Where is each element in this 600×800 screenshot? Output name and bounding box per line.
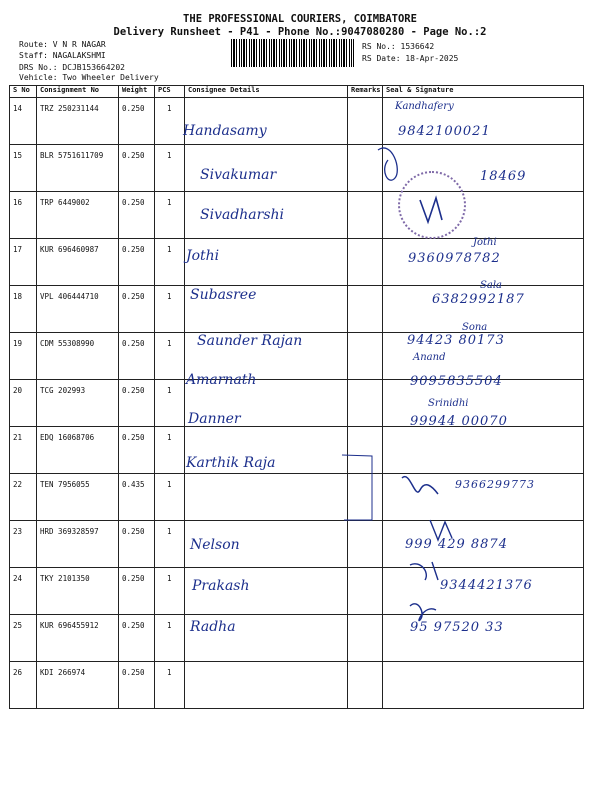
cell-weight: 0.250: [119, 286, 155, 333]
handwritten-name: Karthik Raja: [186, 455, 276, 471]
cell-sno: 23: [10, 521, 37, 568]
cell-consignment: BLR 5751611709: [37, 145, 119, 192]
cell-weight: 0.250: [119, 615, 155, 662]
col-pcs: PCS: [155, 86, 185, 98]
signature-scribble: [402, 477, 438, 494]
handwritten-phone: 9842100021: [398, 124, 491, 139]
drs-label: DRS No.: DCJB153664202: [19, 63, 125, 72]
handwritten-name: Amarnath: [186, 372, 257, 388]
remark-bracket: [342, 455, 372, 520]
cell-pcs: 1: [155, 98, 185, 145]
handwritten-signature: Sala: [480, 280, 502, 291]
handwritten-phone: 9360978782: [408, 251, 501, 266]
cell-consignment: TEN 7956055: [37, 474, 119, 521]
col-signature: Seal & Signature: [383, 86, 584, 98]
handwritten-name: Prakash: [192, 578, 250, 594]
handwritten-phone: 95 97520 33: [410, 620, 504, 635]
handwritten-signature: Sona: [462, 322, 488, 333]
handwritten-phone: 9344421376: [440, 578, 533, 593]
cell-pcs: 1: [155, 333, 185, 380]
cell-pcs: 1: [155, 286, 185, 333]
cell-sno: 14: [10, 98, 37, 145]
cell-pcs: 1: [155, 662, 185, 709]
cell-pcs: 1: [155, 474, 185, 521]
cell-sno: 25: [10, 615, 37, 662]
cell-consignment: HRD 369328597: [37, 521, 119, 568]
handwritten-name: Sivadharshi: [200, 207, 285, 223]
cell-consignment: TRP 6449002: [37, 192, 119, 239]
cell-consignment: KUR 696455912: [37, 615, 119, 662]
handwritten-name: Saunder Rajan: [197, 333, 303, 349]
cell-pcs: 1: [155, 380, 185, 427]
handwritten-phone: 99944 00070: [410, 414, 508, 429]
cell-consignment: TKY 2101350: [37, 568, 119, 615]
cell-consignment: KUR 696460987: [37, 239, 119, 286]
cell-sno: 15: [10, 145, 37, 192]
cell-pcs: 1: [155, 615, 185, 662]
handwritten-phone: 9366299773: [455, 478, 535, 491]
cell-sno: 22: [10, 474, 37, 521]
col-sno: S No: [10, 86, 37, 98]
cell-sno: 16: [10, 192, 37, 239]
col-remarks: Remarks: [348, 86, 383, 98]
handwritten-name: Sivakumar: [200, 167, 277, 183]
rs-date: RS Date: 18-Apr-2025: [362, 54, 459, 63]
cell-consignment: EDQ 16068706: [37, 427, 119, 474]
cell-pcs: 1: [155, 239, 185, 286]
cell-consignment: TCG 202993: [37, 380, 119, 427]
cell-consignment: VPL 406444710: [37, 286, 119, 333]
cell-sno: 21: [10, 427, 37, 474]
handwritten-name: Subasree: [190, 287, 257, 303]
cell-sno: 24: [10, 568, 37, 615]
handwritten-signature: Kandhafery: [395, 101, 454, 112]
runsheet-subtitle: Delivery Runsheet - P41 - Phone No.:9047080280 - Page No.:2: [113, 26, 487, 38]
cell-pcs: 1: [155, 192, 185, 239]
col-weight: Weight: [119, 86, 155, 98]
col-consignee: Consignee Details: [185, 86, 348, 98]
handwritten-phone: 6382992187: [432, 292, 525, 307]
company-title: THE PROFESSIONAL COURIERS, COIMBATORE: [183, 13, 417, 25]
cell-weight: 0.250: [119, 145, 155, 192]
handwritten-name: Radha: [190, 619, 236, 635]
signature-scribble: [410, 604, 436, 621]
cell-weight: 0.250: [119, 380, 155, 427]
handwritten-signature: Anand: [413, 352, 446, 363]
cell-pcs: 1: [155, 568, 185, 615]
col-consignment: Consignment No: [37, 86, 119, 98]
signature-scribble: [378, 148, 397, 180]
cell-sno: 19: [10, 333, 37, 380]
route-label: Route: V N R NAGAR: [19, 40, 106, 49]
cell-weight: 0.250: [119, 98, 155, 145]
cell-weight: 0.250: [119, 239, 155, 286]
rs-number: RS No.: 1536642: [362, 42, 435, 51]
cell-weight: 0.250: [119, 427, 155, 474]
cell-consignment: KDI 266974: [37, 662, 119, 709]
cell-weight: 0.250: [119, 521, 155, 568]
cell-sno: 20: [10, 380, 37, 427]
cell-pcs: 1: [155, 145, 185, 192]
cell-weight: 0.250: [119, 568, 155, 615]
cell-sno: 18: [10, 286, 37, 333]
handwritten-phone: 94423 80173: [407, 333, 505, 348]
cell-sno: 17: [10, 239, 37, 286]
signature-scribble: [430, 520, 452, 540]
handwritten-phone: 999 429 8874: [405, 537, 508, 552]
handwritten-name: Handasamy: [183, 123, 267, 139]
cell-consignment: CDM 55308990: [37, 333, 119, 380]
signature-scribble: [420, 198, 442, 222]
cell-weight: 0.250: [119, 662, 155, 709]
cell-weight: 0.250: [119, 192, 155, 239]
vehicle-label: Vehicle: Two Wheeler Delivery: [19, 73, 159, 82]
handwritten-name: Nelson: [190, 537, 240, 553]
staff-label: Staff: NAGALAKSHMI: [19, 51, 106, 60]
handwritten-name: Jothi: [186, 248, 220, 264]
cell-sno: 26: [10, 662, 37, 709]
handwritten-phone: 18469: [480, 169, 527, 184]
cell-pcs: 1: [155, 521, 185, 568]
handwritten-signature: Srinidhi: [428, 398, 469, 409]
cell-weight: 0.250: [119, 333, 155, 380]
cell-weight: 0.435: [119, 474, 155, 521]
cell-pcs: 1: [155, 427, 185, 474]
signature-scribble: [410, 562, 438, 580]
handwritten-name: Danner: [188, 411, 241, 427]
cell-consignment: TRZ 250231144: [37, 98, 119, 145]
handwritten-signature: Jothi: [473, 237, 497, 248]
handwritten-phone: 9095835504: [410, 374, 503, 389]
